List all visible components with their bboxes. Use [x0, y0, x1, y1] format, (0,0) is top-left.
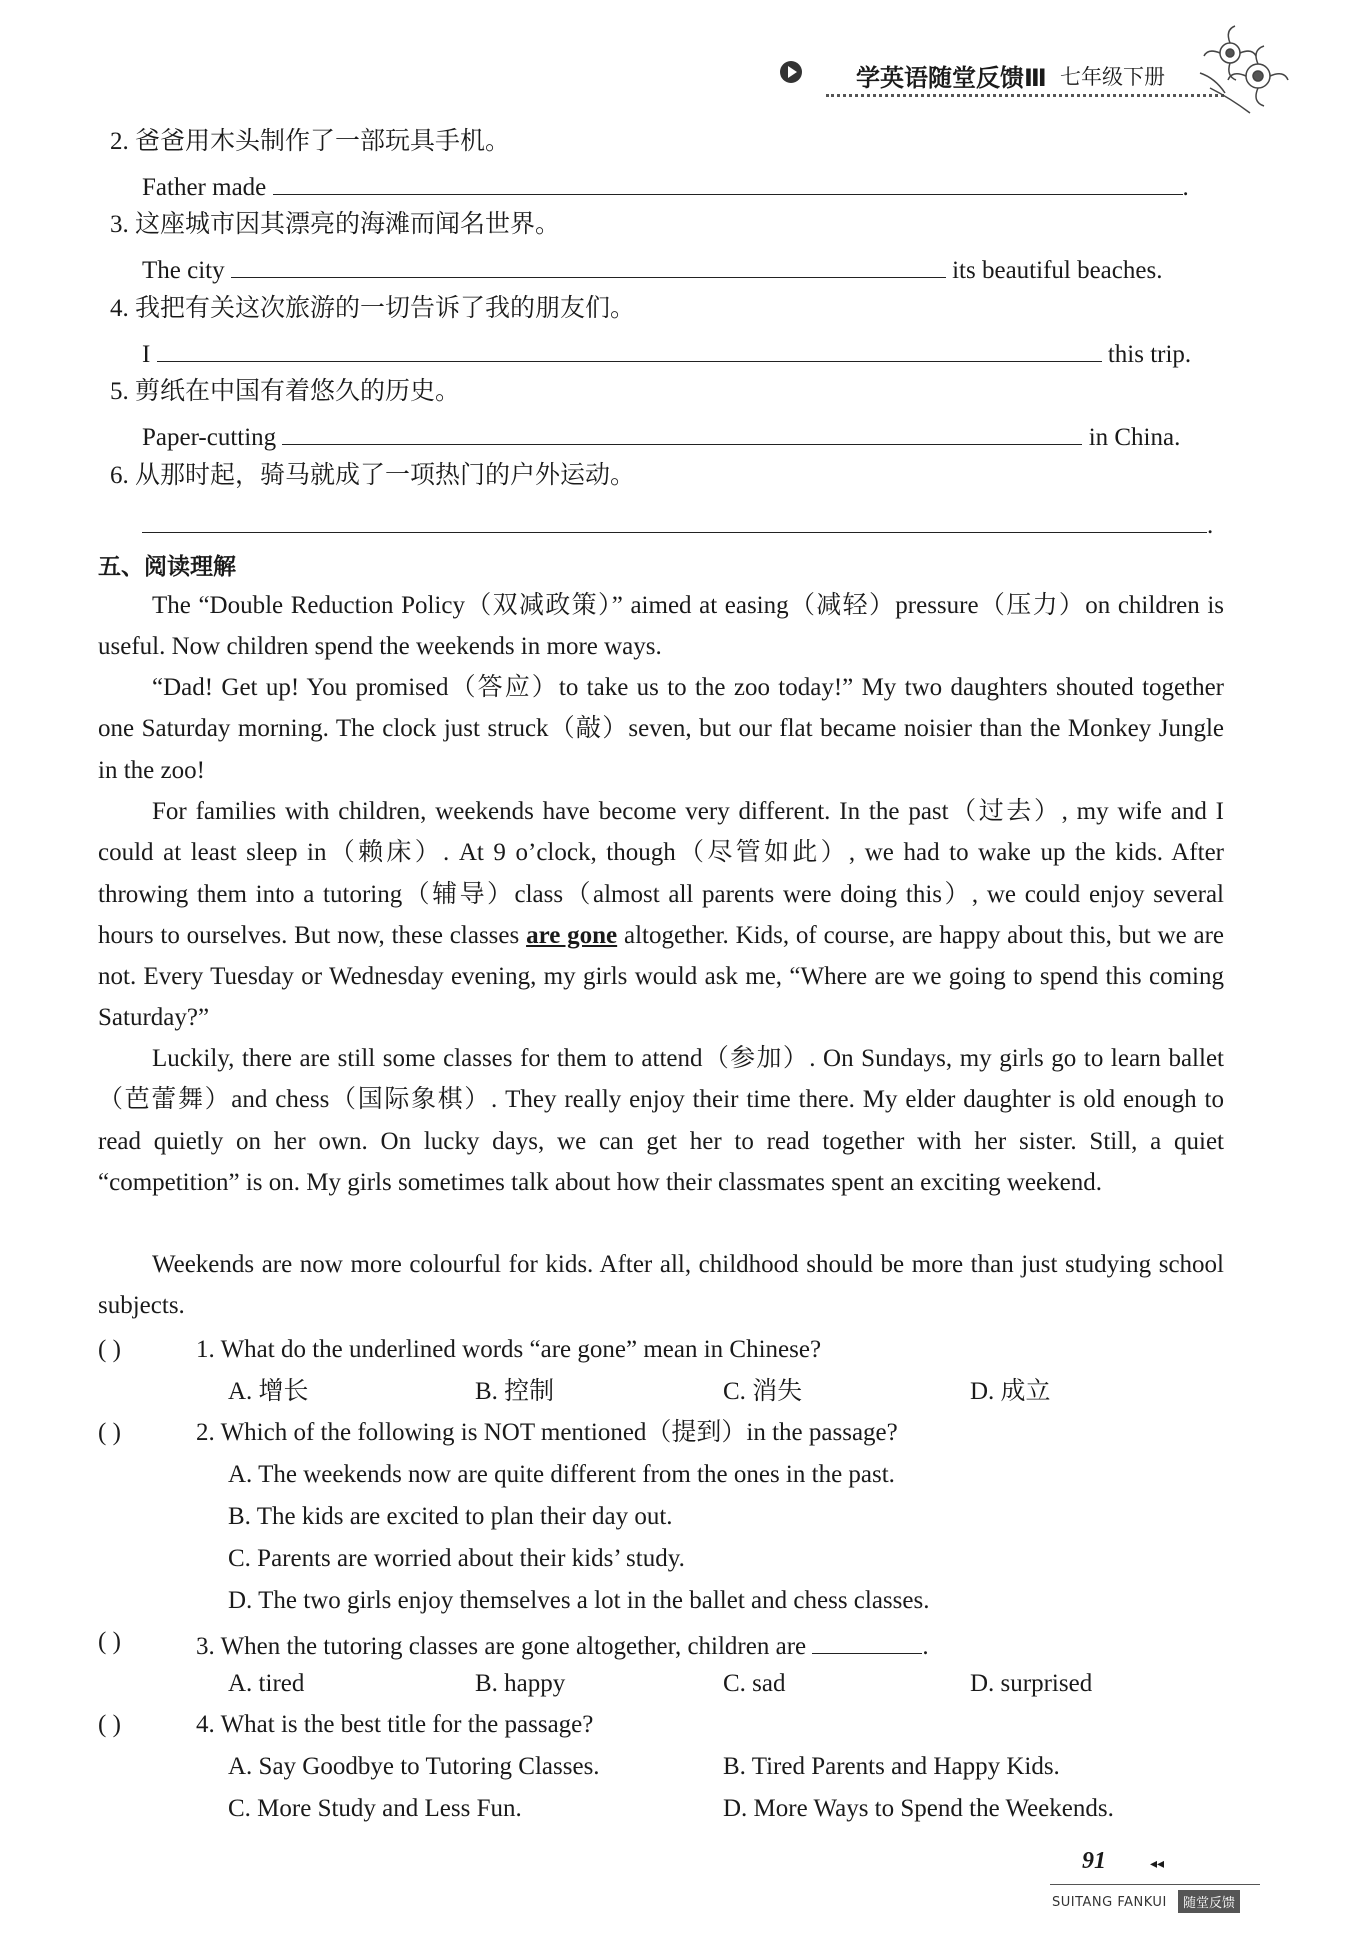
option-b[interactable]: B. Tired Parents and Happy Kids.: [723, 1753, 1060, 1780]
item-suffix: this trip.: [1107, 341, 1192, 368]
question-text: What is the best title for the passage?: [220, 1711, 594, 1738]
question-number: 3.: [196, 1633, 215, 1660]
item-suffix: .: [1207, 512, 1214, 539]
item-prefix: The city: [142, 257, 225, 284]
arrow-left-icon: ◂◂: [1150, 1856, 1165, 1872]
option-a[interactable]: A. Say Goodbye to Tutoring Classes.: [228, 1753, 600, 1780]
item-4-chinese: [110, 294, 635, 324]
question-text: Which of the following is NOT mentioned（提到）in the passage?: [220, 1419, 898, 1446]
answer-paren[interactable]: ( ): [98, 1628, 121, 1655]
passage-paragraph-1: [98, 585, 1224, 668]
page-number: 91: [1082, 1848, 1106, 1874]
option-c[interactable]: C. 消失: [723, 1378, 803, 1405]
option-c[interactable]: C. Parents are worried about their kids’ study.: [228, 1545, 685, 1572]
option-b[interactable]: B. 控制: [475, 1378, 555, 1405]
item-text: 这座城市因其漂亮的海滩而闻名世界。: [135, 211, 561, 238]
flower-decoration-icon: [1190, 18, 1300, 128]
question-2: [196, 1418, 898, 1448]
item-3-chinese: [110, 210, 560, 240]
question-4: [196, 1710, 593, 1740]
option-d[interactable]: D. The two girls enjoy themselves a lot in the ballet and chess classes.: [228, 1587, 930, 1614]
question-number: 1.: [196, 1336, 215, 1363]
footer-brand: SUITANG FANKUI: [1052, 1895, 1167, 1910]
header-divider: [826, 94, 1224, 97]
passage-paragraph-5: [98, 1244, 1224, 1327]
option-c[interactable]: C. sad: [723, 1670, 786, 1697]
answer-blank[interactable]: [282, 418, 1082, 445]
item-number: 2.: [110, 128, 129, 155]
item-suffix: in China.: [1088, 424, 1181, 451]
question-text: When the tutoring classes are gone altogether, children are: [220, 1633, 807, 1660]
question-3: [196, 1627, 929, 1662]
option-d[interactable]: D. 成立: [970, 1378, 1051, 1405]
paragraph-text: Luckily, there are still some classes for them to attend（参加）. On Sundays, my girls go to learn ballet（芭蕾舞）and chess（国际象棋）. They really enjoy their time there. My elder daughter is old enough to read quietly on her own. On lucky days, we can get her to read together with her sister. Still, a quiet “competition” is on. My girls sometimes talk about how their classmates spent an exciting weekend.: [98, 1045, 1224, 1196]
passage-paragraph-3: [98, 791, 1224, 1039]
item-6-chinese: [110, 461, 635, 491]
option-a[interactable]: A. 增长: [228, 1378, 309, 1405]
item-prefix: I: [142, 341, 151, 368]
answer-blank[interactable]: [157, 335, 1102, 362]
footer-divider: [1050, 1884, 1260, 1885]
option-d[interactable]: D. surprised: [970, 1670, 1093, 1697]
item-number: 5.: [110, 378, 129, 405]
option-a[interactable]: A. The weekends now are quite different from the ones in the past.: [228, 1461, 895, 1488]
option-b[interactable]: B. The kids are excited to plan their day out.: [228, 1503, 673, 1530]
book-subtitle: 七年级下册: [1060, 65, 1165, 89]
question-suffix: .: [922, 1633, 929, 1660]
paragraph-text: Weekends are now more colourful for kids. After all, childhood should be more than just studying school subjects.: [98, 1251, 1224, 1320]
answer-paren[interactable]: ( ): [98, 1419, 121, 1446]
footer-tag: 随堂反馈: [1178, 1890, 1240, 1913]
item-2-chinese: [110, 127, 510, 157]
answer-blank[interactable]: [231, 251, 946, 278]
item-text: 从那时起，骑马就成了一项热门的户外运动。: [135, 462, 636, 489]
paragraph-text: altogether. Kids, of course, are happy about this, but we are not. Every Tuesday or Wednesday evening, my girls would ask me, “Where are we going to spend this coming Saturday?”: [98, 921, 1225, 1032]
item-5-chinese: [110, 377, 460, 407]
book-title: 学英语随堂反馈Ⅲ: [856, 64, 1047, 92]
item-number: 4.: [110, 295, 129, 322]
option-a[interactable]: A. tired: [228, 1670, 305, 1697]
answer-paren[interactable]: ( ): [98, 1336, 121, 1363]
answer-blank[interactable]: [273, 168, 1183, 195]
item-number: 3.: [110, 211, 129, 238]
question-text: What do the underlined words “are gone” mean in Chinese?: [220, 1336, 822, 1363]
option-c[interactable]: C. More Study and Less Fun.: [228, 1795, 522, 1822]
underlined-words: are gone: [526, 921, 618, 949]
answer-blank[interactable]: [142, 506, 1207, 533]
question-number: 2.: [196, 1419, 215, 1446]
question-1: [196, 1335, 821, 1365]
item-3-answer: [142, 251, 1162, 286]
paragraph-text: “Dad! Get up! You promised（答应）to take us to the zoo today!” My two daughters shouted together one Saturday morning. The clock just struck（敲）seven, but our flat became noisier than the Monkey Jungle in the zoo!: [98, 674, 1224, 784]
passage-paragraph-4: [98, 1038, 1224, 1203]
item-text: 我把有关这次旅游的一切告诉了我的朋友们。: [135, 295, 636, 322]
item-suffix: .: [1182, 174, 1189, 201]
option-d[interactable]: D. More Ways to Spend the Weekends.: [723, 1795, 1114, 1822]
paragraph-text: The “Double Reduction Policy（双减政策）” aimed at easing（减轻）pressure（压力）on children is useful. Now children spend the weekends in more ways.: [98, 592, 1224, 661]
item-prefix: Father made: [142, 174, 267, 201]
answer-blank[interactable]: [812, 1627, 922, 1654]
play-icon: [780, 61, 802, 83]
item-2-answer: [142, 168, 1189, 203]
item-text: 剪纸在中国有着悠久的历史。: [135, 378, 461, 405]
paragraph-text: For families with children, weekends have become very different. In the past（过去）, my wife and I could at least sleep in（赖床）. At 9 o’clock, though（尽管如此）, we had to wake up the kids. After throwing them into a tutoring（辅导）class（almost all parents were doing this）, we could enjoy several hours to ourselves. But now, these classes: [98, 798, 1224, 949]
item-number: 6.: [110, 462, 129, 489]
section-title: 五、阅读理解: [98, 554, 236, 580]
passage-paragraph-2: [98, 667, 1224, 791]
item-6-answer: [142, 506, 1213, 541]
item-suffix: its beautiful beaches.: [952, 257, 1163, 284]
question-number: 4.: [196, 1711, 215, 1738]
item-4-answer: [142, 335, 1191, 370]
item-text: 爸爸用木头制作了一部玩具手机。: [135, 128, 511, 155]
answer-paren[interactable]: ( ): [98, 1711, 121, 1738]
item-prefix: Paper-cutting: [142, 424, 277, 451]
item-5-answer: [142, 418, 1180, 453]
option-b[interactable]: B. happy: [475, 1670, 566, 1697]
